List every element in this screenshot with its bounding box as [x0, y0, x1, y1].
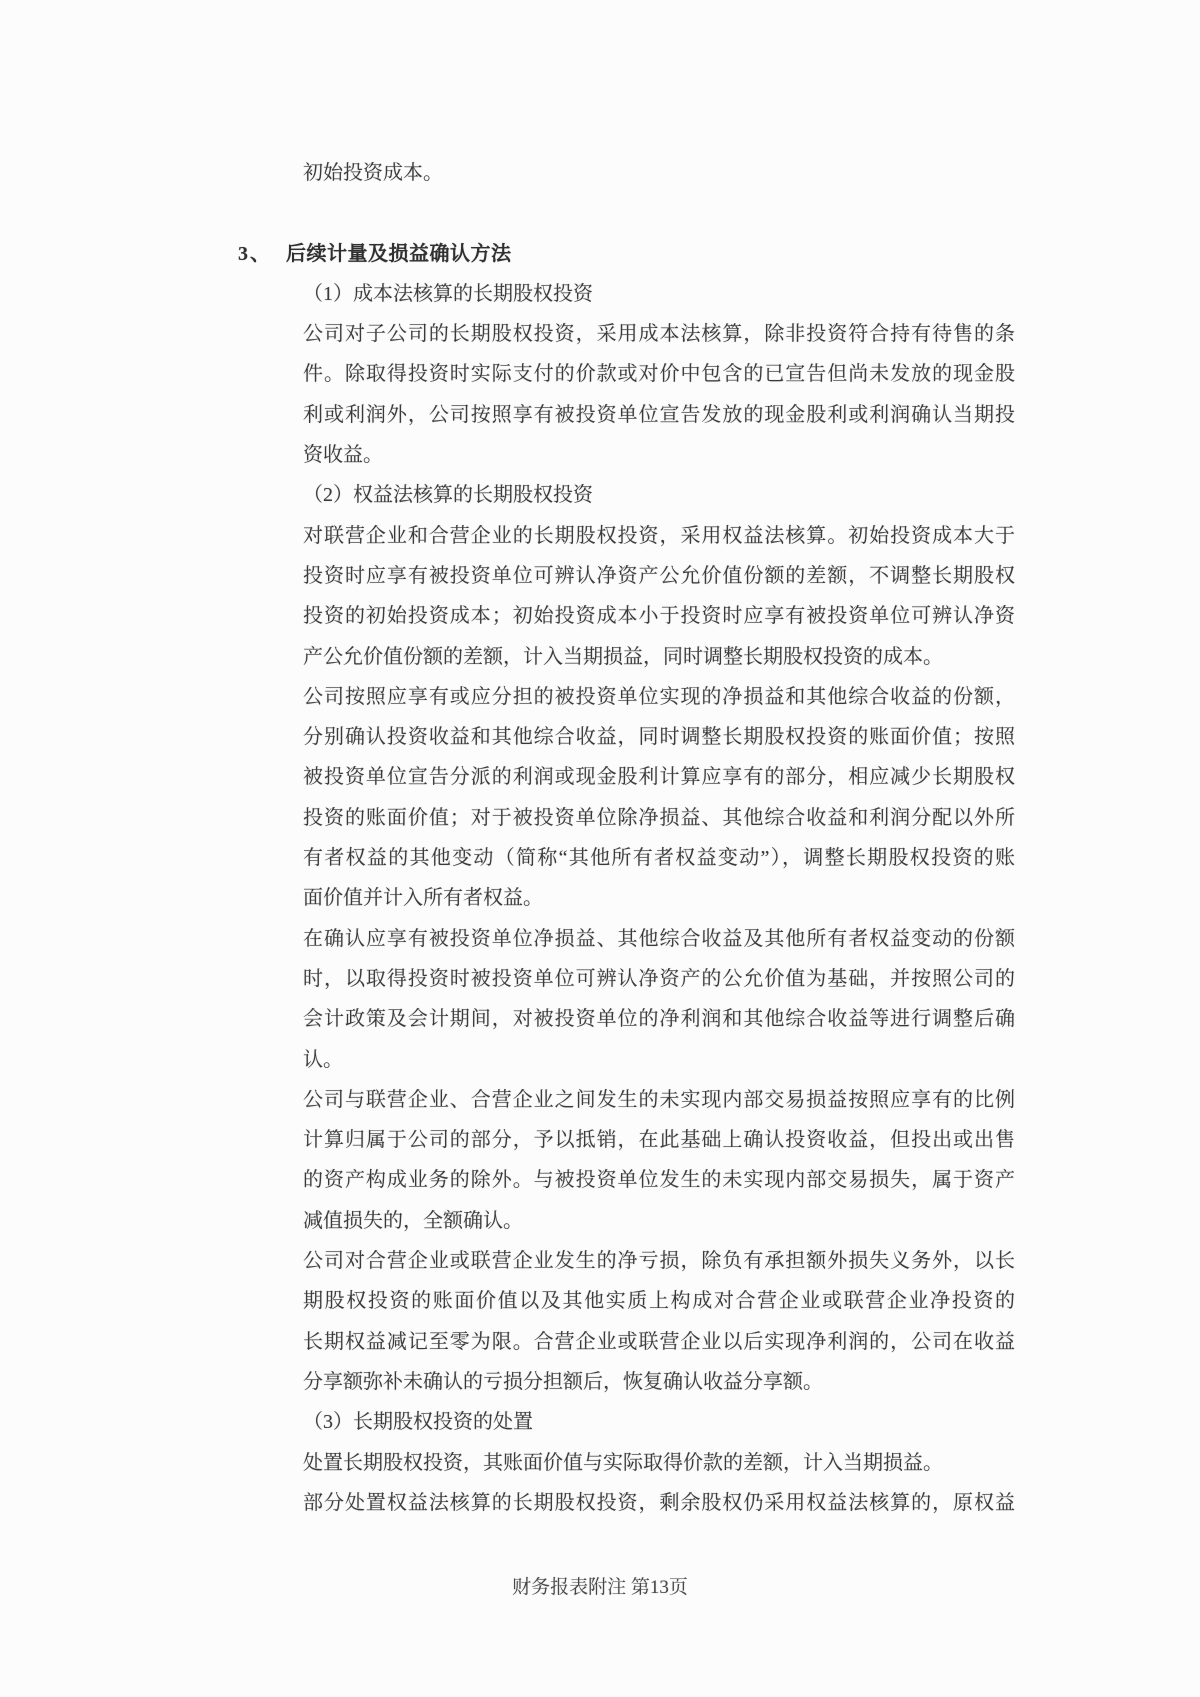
paragraph-line: 时，以取得投资时被投资单位可辨认净资产的公允价值为基础，并按照公司的 [303, 967, 1015, 990]
paragraph-line: 产公允价值份额的差额，计入当期损益，同时调整长期股权投资的成本。 [303, 645, 943, 668]
paragraph-line: 认。 [303, 1048, 343, 1071]
paragraph-line: 长期权益减记至零为限。合营企业或联营企业以后实现净利润的，公司在收益 [303, 1330, 1015, 1353]
paragraph-line: 利或利润外，公司按照享有被投资单位宣告发放的现金股利或利润确认当期投 [303, 403, 1015, 426]
subheading-line: （3）长期股权投资的处置 [303, 1411, 533, 1434]
section-title: 后续计量及损益确认方法 [286, 242, 512, 265]
paragraph-line: 公司对合营企业或联营企业发生的净亏损，除负有承担额外损失义务外，以长 [303, 1250, 1015, 1273]
section-number: 3、 [238, 242, 272, 265]
paragraph-line: 分享额弥补未确认的亏损分担额后，恢复确认收益分享额。 [303, 1370, 823, 1393]
paragraph-line: 计算归属于公司的部分，予以抵销，在此基础上确认投资收益，但投出或出售 [303, 1129, 1015, 1152]
paragraph-line: 公司按照应享有或应分担的被投资单位实现的净损益和其他综合收益的份额， [303, 685, 1015, 708]
text-column [238, 153, 1015, 1523]
page-footer: 财务报表附注 第13页 [512, 1577, 688, 1598]
paragraph-line: 期股权投资的账面价值以及其他实质上构成对合营企业或联营企业净投资的 [303, 1290, 1015, 1313]
blank-line [303, 193, 1015, 233]
paragraph-line: 减值损失的，全额确认。 [303, 1209, 523, 1232]
paragraph-line: 在确认应享有被投资单位净损益、其他综合收益及其他所有者权益变动的份额 [303, 927, 1015, 950]
section-heading [238, 234, 1015, 274]
subheading-line: （1）成本法核算的长期股权投资 [303, 282, 593, 305]
paragraph-line: 面价值并计入所有者权益。 [303, 887, 543, 910]
paragraph-line: 投资的初始投资成本；初始投资成本小于投资时应享有被投资单位可辨认净资 [303, 605, 1015, 628]
paragraph-line: 处置长期股权投资，其账面价值与实际取得价款的差额，计入当期损益。 [303, 1451, 943, 1474]
paragraph-line: 有者权益的其他变动（简称“其他所有者权益变动”），调整长期股权投资的账 [303, 847, 1015, 870]
paragraph-line: 的资产构成业务的除外。与被投资单位发生的未实现内部交易损失，属于资产 [303, 1169, 1015, 1192]
paragraph-line: 公司与联营企业、合营企业之间发生的未实现内部交易损益按照应享有的比例 [303, 1088, 1015, 1111]
paragraph-line: 分别确认投资收益和其他综合收益，同时调整长期股权投资的账面价值；按照 [303, 726, 1015, 749]
paragraph-line: 投资的账面价值；对于被投资单位除净损益、其他综合收益和利润分配以外所 [303, 806, 1015, 829]
intro-line: 初始投资成本。 [303, 162, 443, 184]
paragraph-line: 对联营企业和合营企业的长期股权投资，采用权益法核算。初始投资成本大于 [303, 524, 1015, 547]
paragraph-line: 部分处置权益法核算的长期股权投资，剩余股权仍采用权益法核算的，原权益 [303, 1491, 1015, 1514]
body-lines [303, 274, 1015, 1523]
paragraph-line: 公司对子公司的长期股权投资，采用成本法核算，除非投资符合持有待售的条 [303, 323, 1015, 346]
paragraph-line: 件。除取得投资时实际支付的价款或对价中包含的已宣告但尚未发放的现金股 [303, 363, 1015, 386]
paragraph-line: 被投资单位宣告分派的利润或现金股利计算应享有的部分，相应减少长期股权 [303, 766, 1015, 789]
paragraph-line: 投资时应享有被投资单位可辨认净资产公允价值份额的差额，不调整长期股权 [303, 564, 1015, 587]
paragraph-line: 会计政策及会计期间，对被投资单位的净利润和其他综合收益等进行调整后确 [303, 1008, 1015, 1031]
paragraph-line: 资收益。 [303, 444, 383, 467]
subheading-line: （2）权益法核算的长期股权投资 [303, 484, 593, 507]
